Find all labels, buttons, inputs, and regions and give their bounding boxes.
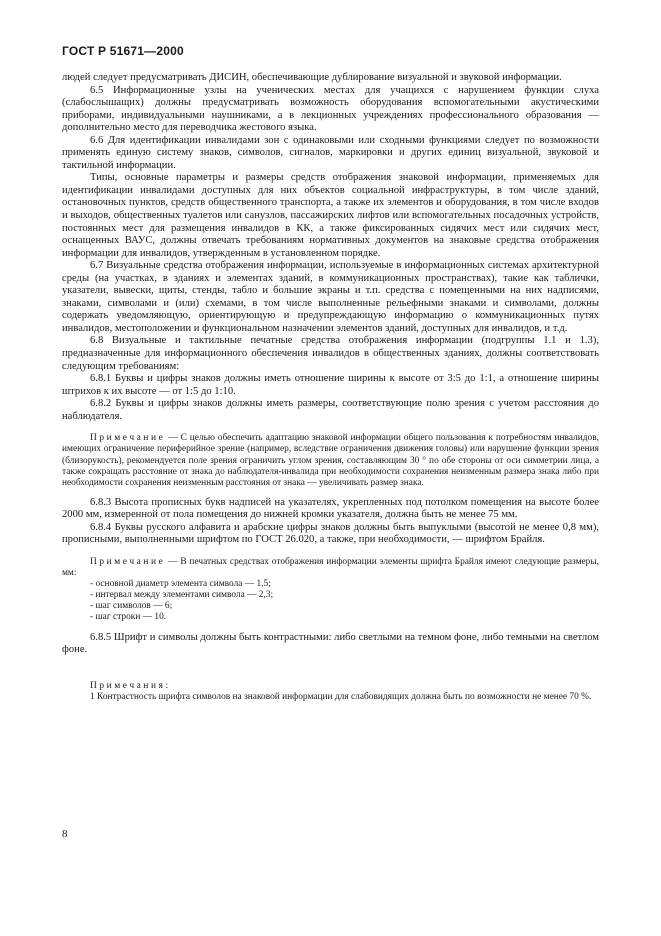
paragraph-6-8-1: 6.8.1 Буквы и цифры знаков должны иметь отношение ширины к высоте от 3:5 до 1:1, а отношение ширины штрихов к их высоте — от 1:5 до 1:10. — [62, 373, 599, 397]
paragraph-6-7: 6.7 Визуальные средства отображения информации, используемые в информационных системах архитектурной среды (на участках, в зданиях и элементах зданий, в коммуникационных пространствах), такие как таблички, указатели, вывески, щиты, стенды, табло и большие экраны и т.п. средства с помещенными на них надписями, знаками, символами и (или) схемами, в том числе выполненные рельефными знаками и символами, должны содержать уведомляющую, ориентирующую и предупреждающую информацию о коммуникационных путях инвалидов, местоположении и функциональном назначении элементов зданий, доступных для инвалидов, и т.д. — [62, 260, 599, 334]
list-item: - основной диаметр элемента символа — 1,5; — [90, 579, 271, 590]
page-number: 8 — [62, 828, 68, 840]
notes-label: Примечания: — [90, 680, 171, 691]
note-braille-sizes — [62, 557, 599, 624]
paragraph-6-5: 6.5 Информационные узлы на ученических местах для учащихся с нарушением функции слуха (слабослышащих) должны предусматривать возможность оборудования вспомогательными акустическими приборами, индивидуальными наушниками, а в лекционных учреждениях профессионального образования — дополнительно место для переводчика жестового языка. — [62, 84, 599, 134]
paragraph-6-8-2: 6.8.2 Буквы и цифры знаков должны иметь размеры, соответствующие полю зрения с учетом расстояния до наблюдателя. — [62, 398, 599, 422]
list-item: - шаг символов — 6; — [90, 601, 173, 612]
document-body — [62, 72, 599, 703]
note-item-contrast: 1 Контрастность шрифта символов на знаковой информации для слабовидящих должна быть по возможности не менее 70 %. — [90, 691, 592, 702]
document-page — [62, 44, 599, 711]
note-paragraph — [62, 433, 599, 488]
paragraph-6-8-5: 6.8.5 Шрифт и символы должны быть контрастными: либо светлыми на темном фоне, либо темными на светлом фоне. — [62, 631, 599, 656]
paragraph-6-6: 6.6 Для идентификации инвалидами зон с одинаковыми или сходными функциями следует по возможности применять единую систему знаков, символов, сигналов, маркировки и других единиц визуальной, звуковой и тактильной информации. — [62, 134, 599, 171]
list-item: - шаг строки — 10. — [90, 612, 167, 623]
paragraph-6-6-types: Типы, основные параметры и размеры средств отображения знаковой информации, применяемых для идентификации инвалидами доступных для них объектов социальной инфраструктуры, в том числе зданий, остановочных пунктов, средств общественного транспорта, а также их элементов и оборудования, в том числе входов и выходов, общественных туалетов или санузлов, пассажирских лифтов или вспомогательных посадочных устройств, постоянных мест для размещения инвалидов в КК, а также фиксированных сидячих мест или сидячих мест, оснащенных ВАУС, должны отвечать требованиям нормативных документов на знаковые средства отображения информации для инвалидов, утвержденным в установленном порядке. — [62, 172, 599, 259]
paragraph-continuation: людей следует предусматривать ДИСИН, обеспечивающие дублирование визуальной и звуковой информации. — [62, 72, 562, 83]
braille-size-list — [62, 579, 599, 623]
notes-label-line — [62, 681, 599, 692]
note-label: Примечание — [90, 556, 166, 567]
note-text: — В печатных средствах отображения информации элементы шрифта Брайля имеют следующие размеры, мм: — [62, 556, 599, 579]
notes-contrast — [62, 681, 599, 703]
list-item: - интервал между элементами символа — 2,3; — [90, 590, 274, 601]
paragraph-6-8-3: 6.8.3 Высота прописных букв надписей на указателях, укрепленных под потолком помещения на высоте более 2000 мм, измеренной от пола помещения до нижней кромки указателя, должна быть не менее 75 мм. — [62, 496, 599, 521]
paragraph-6-8: 6.8 Визуальные и тактильные печатные средства отображения информации (подгруппы 1.1 и 1.3), предназначенные для информационного обеспечения инвалидов в общественных зданиях, должны соответствовать следующим требованиям: — [62, 335, 599, 372]
note-field-of-view — [62, 433, 599, 488]
document-header: ГОСТ Р 51671—2000 — [62, 44, 184, 58]
note-text: — С целью обеспечить адаптацию знаковой информации общего пользования к потребностям инвалидов, имеющих ограничение периферийное зрение (например, вследствие ограничения движения головы) или нарушение функции зрения (близорукость), рекомендуется поле зрения ограничить углом зрения, составляющим 30 ° по обе стороны от оси симметрии лица, а также сокращать расстояние от знака до наблюдателя-инвалида при необходимости сохранения неизменным размера знака либо при необходимости сохранения неизменным расстояния от знака — увеличивать размер знака. — [62, 433, 599, 488]
note-label: Примечание — [90, 433, 166, 444]
note-paragraph — [62, 557, 599, 579]
paragraph-6-8-4: 6.8.4 Буквы русского алфавита и арабские цифры знаков должны быть выпуклыми (высотой не менее 0,8 мм), прописными, выполненными шрифтом по ГОСТ 26.020, а также, при необходимости, — шрифтом Брайля. — [62, 521, 599, 546]
